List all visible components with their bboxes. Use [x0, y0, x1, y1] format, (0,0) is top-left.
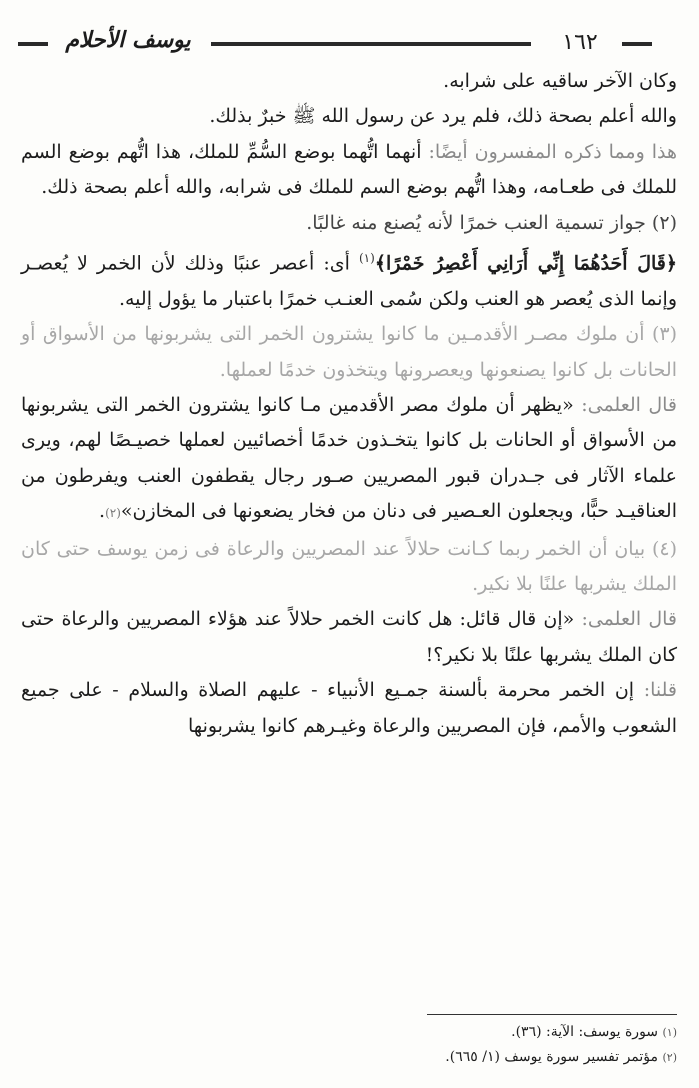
page-number: ١٦٢ [562, 30, 598, 55]
header-rule [211, 42, 531, 46]
footnote: (٢) مؤتمر تفسير سورة يوسف (١/ ٦٦٥). [445, 1049, 677, 1065]
header-rule [622, 42, 652, 46]
quran-verse: ﴿قَالَ أَحَدُهُمَا إِنِّي أَرَانِي أَعْصِرُ خَمْرًا﴾ [374, 252, 678, 275]
footnote-separator [427, 1014, 677, 1015]
paragraph-lead: قلنا: [643, 679, 677, 702]
paragraph: هذا ومما ذكره المفسرون أيضًا: أنهما اتُّهما بوضع السُّمِّ للملك، هذا اتُّهم بوضع السم للملك فى طعـامه، وهذا اتُّهم بوضع السم للملك فى شرابه، والله أعلم بصحة ذلك. [21, 140, 677, 199]
header-rule [18, 42, 48, 46]
section-heading: (٢) جواز تسمية العنب خمرًا لأنه يُصنع منه غالبًا. [306, 211, 677, 234]
paragraph [21, 602, 677, 673]
paragraph-lead: هذا ومما ذكره المفسرون أيضًا: [428, 140, 677, 163]
paragraph: قال العلمى: «يظهر أن ملوك مصر الأقدمين مـا كانوا يشترون الخمر التى يشربونها من الأسواق أو الحانات بل كانوا يتخـذون خدمًا أخصائيين لعملها خصيـصًا لهم، ويرى علماء الآثار فى جـدران قبور المصريين صـور رجال يقطفون العنب ويفرطون من العناقيـد حبًّا، ويجعلون العـصير فى دنان من فخار يضعونها فى المخازن»(٢). [21, 393, 678, 523]
footnotes [21, 1020, 677, 1070]
paragraph-lead: قال العلمى: [581, 393, 678, 416]
paragraph: قلنا: إن الخمر محرمة بألسنة جمـيع الأنبياء - عليهم الصلاة والسلام - على جميع الشعوب والأمم، فإن المصريين والرعاة وغيـرهم كانوا يشربونها [21, 679, 677, 737]
section-heading: (٤) بيان أن الخمر ربما كـانت حلالاً عند المصريين والرعاة فى زمن يوسف حتى كان الملك يشربها علنًا بلا نكير. [21, 537, 677, 596]
quote: «يظهر أن ملوك مصر الأقدمين مـا كانوا يشترون الخمر التى يشربونها من الأسواق أو الحانات بل كانوا يتخـذون خدمًا أخصائيين لعملها خصيـصًا لهم، ويرى علماء الآثار فى جـدران قبور المصريين صـور رجال يقطفون العنب ويفرطون من العناقيـد حبًّا، ويجعلون العـصير فى دنان من فخار يضعونها فى المخازن» [21, 393, 677, 523]
running-header [18, 30, 680, 64]
paragraph: وكان الآخر ساقيه على شرابه. [443, 70, 677, 92]
book-title: يوسف الأحلام [65, 28, 191, 53]
paragraph: ﴿قَالَ أَحَدُهُمَا إِنِّي أَرَانِي أَعْصِرُ خَمْرًا﴾$^{(١)}$ أى: أعصر عنبًا وذلك لأن الخمر لا يُعصـر وإنما الذى يُعصر هو العنب ولكن سُمى العنـب خمرًا باعتبار ما يؤول إليه. [21, 251, 678, 310]
quote: «إن قال قائل: هل كانت الخمر حلالاً عند هؤلاء المصريين والرعاة حتى كان الملك يشربها علنًا بلا نكير؟! [21, 608, 677, 666]
main-text [21, 64, 677, 744]
paragraph: والله أعلم بصحة ذلك، فلم يرد عن رسول الله ﷺ خبرٌ بذلك. [209, 105, 677, 128]
section-heading: (٣) أن ملوك مصـر الأقدمـين ما كانوا يشترون الخمر التى يشربونها من الأسواق أو الحانات بل كانوا يصنعونها ويعصرونها ويتخذون خدمًا لعملها. [21, 323, 677, 381]
footnote-ref: (٢) [105, 506, 121, 521]
paragraph-lead: قال العلمى: [581, 608, 678, 631]
footnote: (١) سورة يوسف: الآية: (٣٦). [511, 1024, 677, 1040]
footnote-ref: (١) [358, 251, 375, 266]
